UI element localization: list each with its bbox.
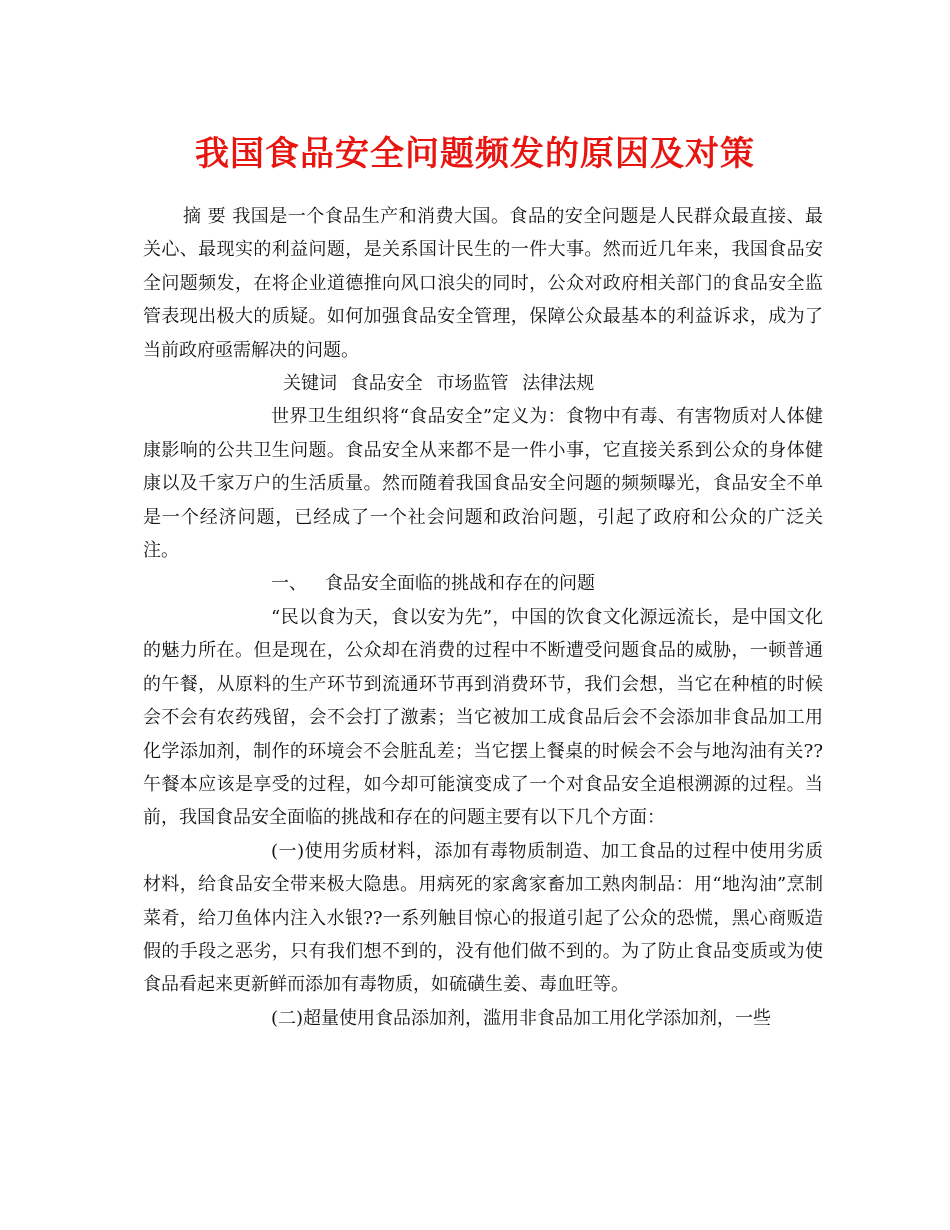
- section-body-paragraph: “民以食为天，食以安为先”，中国的饮食文化源远流长，是中国文化的魅力所在。但是现在，公众却在消费的过程中不断遭受问题食品的威胁，一顿普通的午餐，从原料的生产环节到流通环节再到消费环节，我们会想，当它在种植的时候会不会有农药残留，会不会打了激素；当它被加工成食品后会不会添加非食品加工用化学添加剂，制作的环境会不会脏乱差；当它摆上餐桌的时候会不会与地沟油有关??午餐本应该是享受的过程，如今却可能演变成了一个对食品安全追根溯源的过程。当前，我国食品安全面临的挑战和存在的问题主要有以下几个方面：: [143, 606, 823, 829]
- section-heading: [143, 567, 823, 600]
- keyword-item: 法律法规: [522, 373, 595, 395]
- page-title: 我国食品安全问题频发的原因及对策: [195, 134, 755, 174]
- keywords-line: [143, 367, 823, 400]
- section-title: 食品安全面临的挑战和存在的问题: [325, 573, 595, 595]
- keyword-item: 市场监管: [436, 373, 509, 395]
- abstract-paragraph: 摘 要 我国是一个食品生产和消费大国。食品的安全问题是人民群众最直接、最关心、最现实的利益问题，是关系国计民生的一件大事。然而近几年来，我国食品安全问题频发，在将企业道德推向风口浪尖的同时，公众对政府相关部门的食品安全监管表现出极大的质疑。如何加强食品安全管理，保障公众最基本的利益诉求，成为了当前政府亟需解决的问题。: [143, 206, 823, 361]
- intro-paragraph: 世界卫生组织将“食品安全”定义为：食物中有毒、有害物质对人体健康影响的公共卫生问题。食品安全从来都不是一件小事，它直接关系到公众的身体健康以及千家万户的生活质量。然而随着我国食品安全问题的频频曝光，食品安全不单是一个经济问题，已经成了一个社会问题和政治问题，引起了政府和公众的广泛关注。: [143, 406, 823, 562]
- list-item-paragraph: (一)使用劣质材料，添加有毒物质制造、加工食品的过程中使用劣质材料，给食品安全带来极大隐患。用病死的家禽家畜加工熟肉制品：用“地沟油”烹制菜肴，给刀鱼体内注入水银??一系列触目惊心的报道引起了公众的恐慌，黑心商贩造假的手段之恶劣，只有我们想不到的，没有他们做不到的。为了防止食品变质或为使食品看起来更新鲜而添加有毒物质，如硫磺生姜、毒血旺等。: [143, 840, 823, 996]
- list-item-paragraph: (二)超量使用食品添加剂，滥用非食品加工用化学添加剂，一些: [271, 1007, 772, 1029]
- keywords-label: 关键词: [283, 373, 337, 395]
- section-number: 一、: [271, 573, 307, 595]
- keyword-item: 食品安全: [350, 373, 423, 395]
- document-body: [143, 200, 823, 1035]
